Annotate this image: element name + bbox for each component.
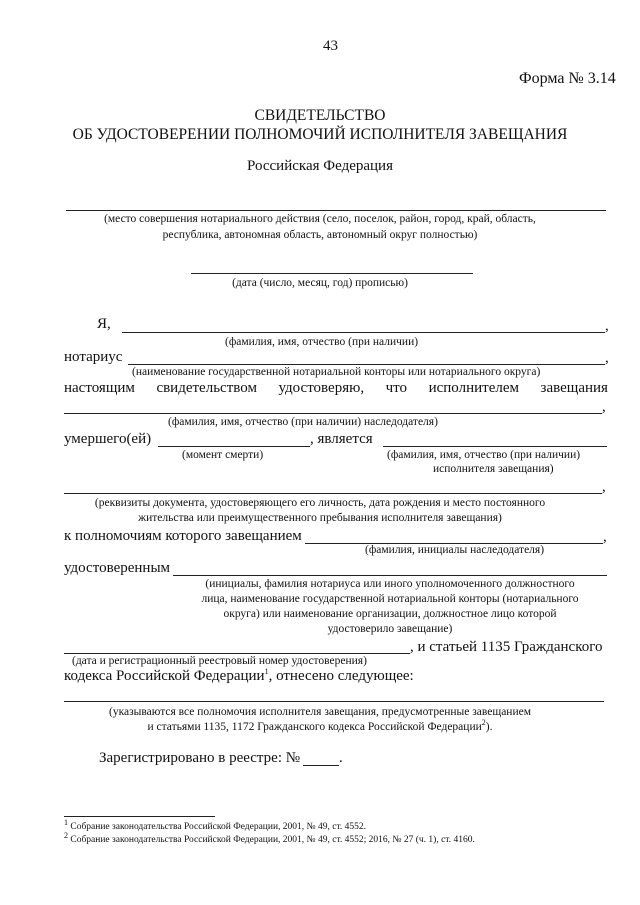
footnote-1 — [64, 817, 367, 832]
death-caption: (момент смерти) — [182, 449, 264, 461]
notary-caption: (наименование государственной нотариальной конторы или нотариального округа) — [132, 366, 541, 378]
certified-label: удостоверенным — [64, 560, 171, 576]
registry-tail: . — [339, 750, 343, 766]
footnote-text: Собрание законодательства Российской Федерации, 2001, № 49, ст. 4552; 2016, № 27 (ч. 1), ст. 4160. — [70, 835, 475, 845]
page-number: 43 — [323, 38, 338, 54]
word: что — [385, 380, 408, 396]
title-line-1: СВИДЕТЕЛЬСТВО — [254, 107, 386, 124]
code-text: кодекса Российской Федерации — [64, 668, 265, 684]
word: завещания — [540, 380, 608, 396]
powers-caption-2 — [0, 718, 640, 733]
notary-name-field[interactable] — [122, 332, 605, 333]
footnote-separator — [64, 816, 215, 817]
word: настоящим — [64, 380, 135, 396]
footnote-mark: 1 — [64, 817, 68, 827]
id-caption-2: жительства или преимущественного пребывания исполнителя завещания) — [138, 512, 502, 524]
place-caption-1: (место совершения нотариального действия (село, поселок, район, город, край, область, — [104, 213, 536, 225]
comma: , — [602, 399, 606, 415]
article-text: , и статьей 1135 Гражданского — [410, 639, 603, 655]
code-tail: , отнесено следующее: — [268, 668, 414, 684]
certify-line — [64, 380, 608, 397]
date-field[interactable] — [191, 273, 473, 274]
footnote-2 — [64, 830, 475, 845]
footnote-mark: 2 — [64, 830, 68, 840]
footnote-ref-2: 2 — [481, 718, 486, 728]
notary-office-field[interactable] — [128, 364, 605, 365]
notary-label: нотариус — [64, 349, 123, 365]
word: свидетельством — [156, 380, 257, 396]
certifier-caption-4: удостоверило завещание) — [327, 623, 453, 635]
place-caption-2: республика, автономная область, автономный округ полностью) — [162, 229, 478, 241]
registry-number-field[interactable] — [303, 765, 339, 766]
comma: , — [602, 479, 606, 495]
testator-field[interactable] — [64, 413, 602, 414]
comma: , — [605, 318, 609, 334]
death-moment-field[interactable] — [158, 446, 310, 447]
date-caption: (дата (число, месяц, год) прописью) — [232, 277, 408, 289]
executor-name-field[interactable] — [383, 446, 607, 447]
testator-initials-caption: (фамилия, инициалы наследодателя) — [365, 544, 545, 556]
powers-caption-1: (указываются все полномочия исполнителя завещания, предусмотренные завещанием — [109, 706, 531, 718]
form-number: Форма № 3.14 — [519, 70, 616, 87]
ya-caption: (фамилия, имя, отчество (при наличии) — [225, 336, 419, 348]
executor-caption-2: исполнителя завещания) — [433, 463, 554, 475]
powers-by-will-label: к полномочиям которого завещанием — [64, 528, 302, 544]
is-label: , является — [310, 431, 373, 447]
comma: , — [603, 529, 607, 545]
country: Российская Федерация — [247, 158, 393, 174]
registration-field[interactable] — [64, 653, 410, 654]
id-document-field[interactable] — [64, 493, 602, 494]
footnote-text: Собрание законодательства Российской Федерации, 2001, № 49, ст. 4552. — [70, 822, 367, 832]
code-line — [64, 668, 414, 685]
title-line-2: ОБ УДОСТОВЕРЕНИИ ПОЛНОМОЧИЙ ИСПОЛНИТЕЛЯ ЗАВЕЩАНИЯ — [72, 126, 568, 143]
certifier-caption-1: (инициалы, фамилия нотариуса или иного уполномоченного должностного — [205, 578, 575, 590]
footnote-ref-1: 1 — [264, 667, 269, 676]
place-field[interactable] — [66, 210, 606, 211]
registry-label: Зарегистрировано в реестре: № — [99, 750, 301, 766]
executor-caption-1: (фамилия, имя, отчество (при наличии) — [387, 449, 581, 461]
powers-field[interactable] — [64, 701, 604, 702]
certifier-field[interactable] — [173, 575, 607, 576]
powers-caption-text: и статьями 1135, 1172 Гражданского кодекса Российской Федерации — [147, 721, 482, 733]
deceased-label: умершего(ей) — [64, 431, 152, 447]
word: удостоверяю, — [278, 380, 365, 396]
certifier-caption-3: округа) или наименование организации, должностное лицо которой — [223, 608, 557, 620]
testator-caption: (фамилия, имя, отчество (при наличии) наследодателя) — [168, 416, 438, 428]
comma: , — [605, 350, 609, 366]
powers-caption-tail: ). — [485, 721, 493, 733]
registration-caption: (дата и регистрационный реестровый номер удостоверения) — [72, 655, 367, 667]
id-caption-1: (реквизиты документа, удостоверяющего его личность, дата рождения и место постоянного — [94, 497, 546, 509]
ya-label: Я, — [97, 316, 111, 332]
word: исполнителем — [428, 380, 519, 396]
certifier-caption-2: лица, наименование государственной нотариальной конторы (нотариального — [201, 593, 579, 605]
